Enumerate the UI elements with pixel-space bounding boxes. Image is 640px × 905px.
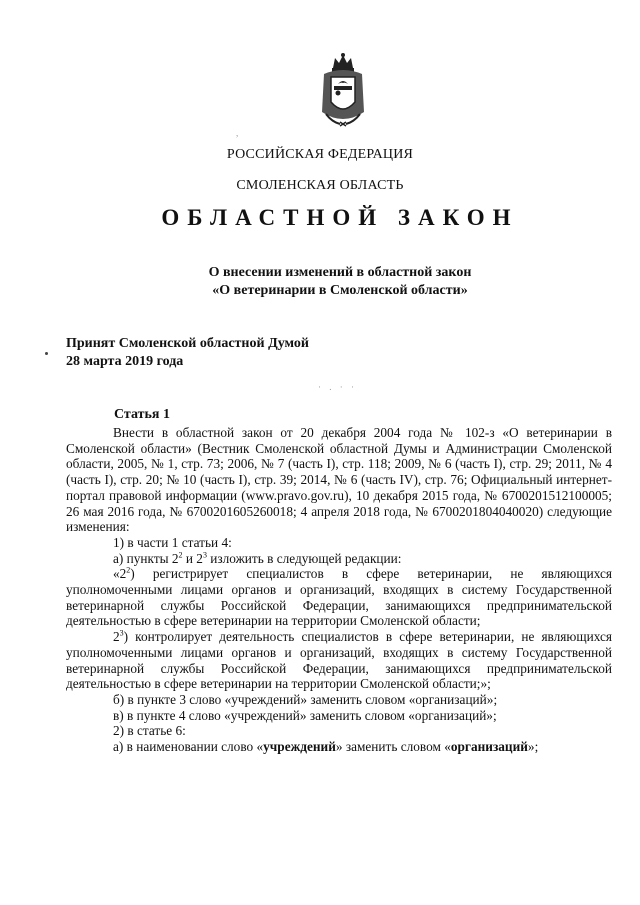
article-heading: Статья 1 xyxy=(114,407,170,422)
paragraph-point-2-3: $2^3$) контролирует деятельность специалистов в сфере ветеринарии, не являющихся уполномоченными лицами органов и организаций, входящих в систему Государственной ветеринарной службы Российской Федерации, занимающихся предпринимательской деятельностью в сфере ветеринарии на территории Смоленской области;»; xyxy=(66,628,612,692)
adopted-by: Принят Смоленской областной Думой xyxy=(66,336,309,351)
law-subject xyxy=(20,264,640,300)
scan-noise: · . · · xyxy=(318,382,357,392)
adoption-date: 28 марта 2019 года xyxy=(66,354,184,369)
country-heading: РОССИЙСКАЯ ФЕДЕРАЦИЯ xyxy=(226,147,414,162)
subject-line-1: О внесении изменений в областной закон xyxy=(208,265,472,280)
paragraph-intro: Внести в областной закон от 20 декабря 2004 года № 102-з «О ветеринарии в Смоленской области» (Вестник Смоленской областной Думы и Администрации Смоленской области, 2005, № 1, стр. 73; 2006, № 7 (часть I), стр. 118; 2009, № 6 (часть I), стр. 29; 2011, № 4 (часть I), стр. 20; № 10 (часть I), стр. 39; 2014, № 6 (часть IV), стр. 76; Официальный интернет-портал правовой информации (www.pravo.gov.ru), 10 декабря 2015 года, № 6700201512100005; 26 мая 2016 года, № 6700201605260018; 4 апреля 2018 года, № 6700201804040020) следующие изменения: xyxy=(66,425,612,535)
adoption-info xyxy=(66,335,309,371)
document-type-title: ОБЛАСТНОЙ ЗАКОН xyxy=(161,205,519,230)
paragraph-item-2: 2) в статье 6: xyxy=(113,723,186,739)
subject-line-2: «О ветеринарии в Смоленской области» xyxy=(212,283,468,298)
paragraph-item-1: 1) в части 1 статьи 4: xyxy=(113,534,232,550)
paragraph-item-2a: а) в наименовании слово «учреждений» заменить словом «организаций»; xyxy=(113,739,539,755)
paragraph-item-1a: а) пункты $2^2$ и $2^3$ изложить в следующей редакции: xyxy=(113,550,402,566)
coat-of-arms-icon xyxy=(318,52,368,130)
paragraph-item-1b: б) в пункте 3 слово «учреждений» заменить словом «организаций»; xyxy=(113,691,498,707)
scan-mark: , xyxy=(236,128,239,138)
paragraph-item-1c: в) в пункте 4 слово «учреждений» заменить словом «организаций»; xyxy=(113,707,497,723)
scan-dot xyxy=(45,352,48,355)
region-heading: СМОЛЕНСКАЯ ОБЛАСТЬ xyxy=(236,178,404,193)
article-body xyxy=(66,425,612,755)
paragraph-point-2-2: «$2^2$) регистрирует специалистов в сфере ветеринарии, не являющихся уполномоченными лицами органов и организаций, входящих в систему Государственной ветеринарной службы Российской Федерации, занимающихся предпринимательской деятельностью в сфере ветеринарии на территории Смоленской области; xyxy=(66,565,612,629)
